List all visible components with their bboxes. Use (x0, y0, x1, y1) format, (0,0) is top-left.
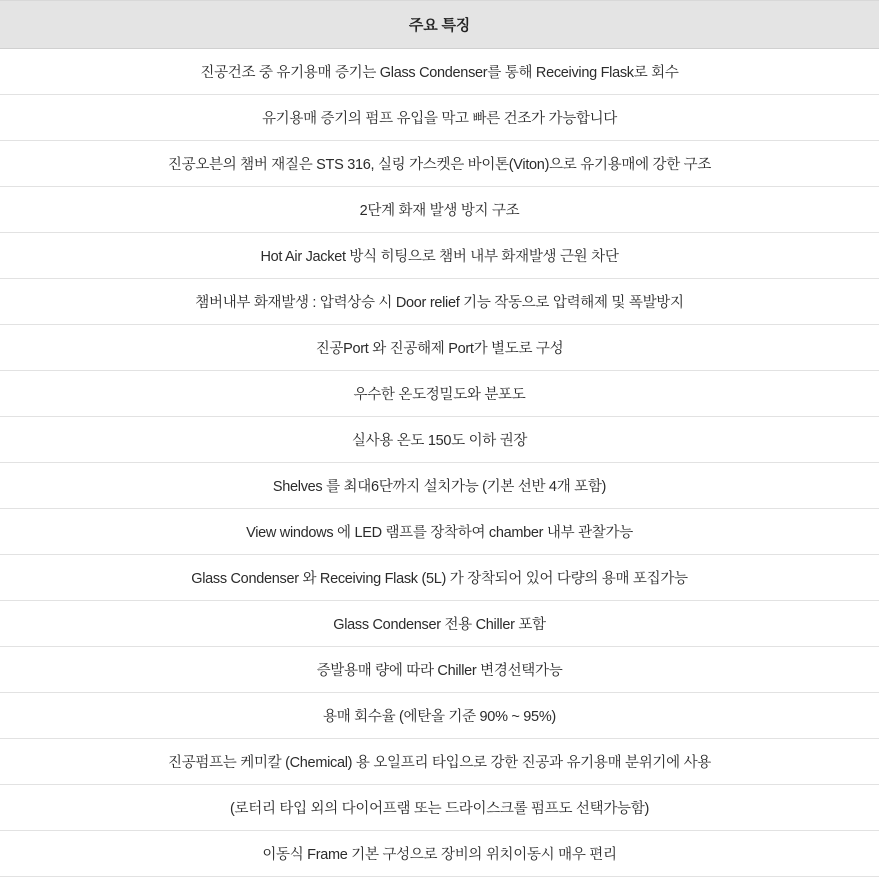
feature-cell: 이동식 Frame 기본 구성으로 장비의 위치이동시 매우 편리 (0, 831, 879, 877)
feature-cell: 우수한 온도정밀도와 분포도 (0, 371, 879, 417)
feature-cell: 진공오븐의 챔버 재질은 STS 316, 실링 가스켓은 바이톤(Viton)으로 유기용매에 강한 구조 (0, 141, 879, 187)
table-row (0, 371, 879, 417)
table-row (0, 49, 879, 95)
feature-cell: 진공Port 와 진공해제 Port가 별도로 구성 (0, 325, 879, 371)
feature-cell: 2단계 화재 발생 방지 구조 (0, 187, 879, 233)
feature-cell: Glass Condenser 전용 Chiller 포함 (0, 601, 879, 647)
table-row (0, 693, 879, 739)
table-row (0, 555, 879, 601)
table-row (0, 233, 879, 279)
features-table-body (0, 1, 879, 877)
feature-cell: (로터리 타입 외의 다이어프램 또는 드라이스크롤 펌프도 선택가능함) (0, 785, 879, 831)
table-row (0, 785, 879, 831)
table-row (0, 831, 879, 877)
table-row (0, 463, 879, 509)
feature-cell: 진공건조 중 유기용매 증기는 Glass Condenser를 통해 Receiving Flask로 회수 (0, 49, 879, 95)
table-row (0, 417, 879, 463)
feature-cell: View windows 에 LED 램프를 장착하여 chamber 내부 관찰가능 (0, 509, 879, 555)
table-row (0, 647, 879, 693)
table-row (0, 141, 879, 187)
table-row (0, 739, 879, 785)
table-row (0, 509, 879, 555)
feature-cell: 용매 회수율 (에탄올 기준 90% ~ 95%) (0, 693, 879, 739)
feature-cell: 유기용매 증기의 펌프 유입을 막고 빠른 건조가 가능합니다 (0, 95, 879, 141)
feature-cell: 진공펌프는 케미칼 (Chemical) 용 오일프리 타입으로 강한 진공과 유기용매 분위기에 사용 (0, 739, 879, 785)
feature-cell: 실사용 온도 150도 이하 권장 (0, 417, 879, 463)
features-table-header-cell: 주요 특징 (0, 1, 879, 49)
table-row (0, 279, 879, 325)
feature-cell: Hot Air Jacket 방식 히팅으로 챔버 내부 화재발생 근원 차단 (0, 233, 879, 279)
table-row (0, 601, 879, 647)
feature-cell: 챔버내부 화재발생 : 압력상승 시 Door relief 기능 작동으로 압력해제 및 폭발방지 (0, 279, 879, 325)
features-table-header-row (0, 1, 879, 49)
table-row (0, 95, 879, 141)
feature-cell: Glass Condenser 와 Receiving Flask (5L) 가 장착되어 있어 다량의 용매 포집가능 (0, 555, 879, 601)
feature-cell: 증발용매 량에 따라 Chiller 변경선택가능 (0, 647, 879, 693)
table-row (0, 325, 879, 371)
table-row (0, 187, 879, 233)
feature-cell: Shelves 를 최대6단까지 설치가능 (기본 선반 4개 포함) (0, 463, 879, 509)
